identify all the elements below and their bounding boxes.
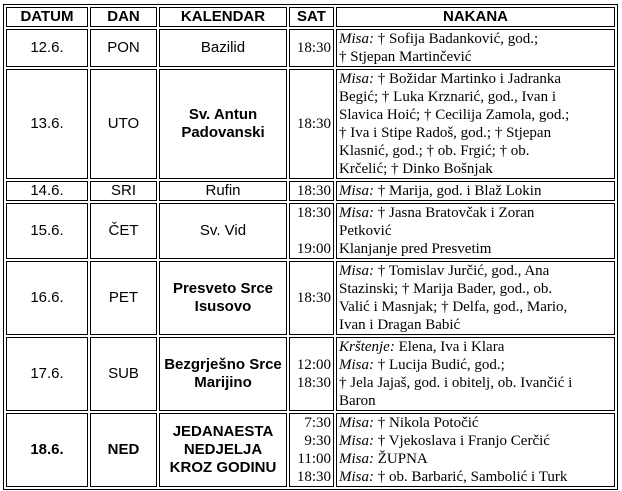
table-row: [6, 29, 615, 67]
intention-text: † Nikola Potočić: [374, 415, 479, 431]
intention-text: † Sofija Badanković, god.;: [374, 31, 539, 47]
intention-text: † Božidar Martinko i Jadranka: [374, 71, 562, 87]
intention-text: Elena, Iva i Klara: [394, 339, 505, 355]
intention-text: † Jasna Bratovčak i Zoran: [374, 205, 535, 221]
datum-cell: 13.6.: [6, 69, 88, 179]
dan-cell: PET: [90, 261, 157, 335]
datum-cell: 14.6.: [6, 181, 88, 201]
kalendar-cell: Bezgrješno Srce Marijino: [159, 337, 287, 411]
intention-label: Misa:: [339, 357, 374, 373]
sat-cell: [289, 337, 334, 411]
intention-text: Baron: [339, 393, 376, 409]
intention-text: † Tomislav Jurčić, god., Ana: [374, 263, 550, 279]
header-kalendar: KALENDAR: [159, 7, 287, 27]
header-datum: DATUM: [6, 7, 88, 27]
nakana-cell: [336, 69, 615, 179]
schedule-table: [3, 4, 618, 490]
intention-text: Stazinski; † Marija Bader, god., ob.: [339, 281, 553, 297]
kalendar-cell: Rufin: [159, 181, 287, 201]
datum-cell: 17.6.: [6, 337, 88, 411]
intention-label: Misa:: [339, 71, 374, 87]
intention-label: Misa:: [339, 263, 374, 279]
intention-text: Petković: [339, 223, 392, 239]
table-row: [6, 413, 615, 487]
sat-cell: [289, 203, 334, 259]
sat-cell: [289, 413, 334, 487]
kalendar-cell: Sv. Antun Padovanski: [159, 69, 287, 179]
header-sat: SAT: [289, 7, 334, 27]
time-value: 18:30: [296, 183, 331, 199]
intention-text: Klanjanje pred Presvetim: [339, 241, 492, 257]
table-row: [6, 69, 615, 179]
time-value: 18:30: [296, 375, 331, 391]
nakana-cell: [336, 203, 615, 259]
dan-cell: NED: [90, 413, 157, 487]
time-value: 9:30: [304, 433, 331, 449]
intention-text: † Vjekoslava i Franjo Cerčić: [374, 433, 550, 449]
nakana-cell: [336, 413, 615, 487]
dan-cell: SRI: [90, 181, 157, 201]
kalendar-cell: Presveto Srce Isusovo: [159, 261, 287, 335]
time-value: 11:00: [297, 451, 331, 467]
header-nakana: NAKANA: [336, 7, 615, 27]
nakana-cell: [336, 337, 615, 411]
intention-text: † Marija, god. i Blaž Lokin: [374, 183, 542, 199]
sat-cell: [289, 69, 334, 179]
intention-label: Misa:: [339, 205, 374, 221]
kalendar-cell: JEDANAESTA NEDJELJA KROZ GODINU: [159, 413, 287, 487]
time-value: 18:30: [296, 290, 331, 306]
time-value: 18:30: [296, 40, 331, 56]
datum-cell: 18.6.: [6, 413, 88, 487]
table-row: [6, 181, 615, 201]
dan-cell: ČET: [90, 203, 157, 259]
time-value: 19:00: [296, 241, 331, 257]
time-value: 12:00: [296, 357, 331, 373]
intention-text: ŽUPNA: [374, 451, 428, 467]
intention-label: Misa:: [339, 433, 374, 449]
time-value: 18:30: [296, 116, 331, 132]
table-row: [6, 203, 615, 259]
intention-text: † ob. Barbarić, Sambolić i Turk: [374, 469, 568, 485]
datum-cell: 12.6.: [6, 29, 88, 67]
intention-text: † Stjepan Martinčević: [339, 49, 472, 65]
intention-label: Misa:: [339, 31, 374, 47]
sat-cell: [289, 181, 334, 201]
dan-cell: SUB: [90, 337, 157, 411]
dan-cell: UTO: [90, 69, 157, 179]
intention-label: Misa:: [339, 469, 374, 485]
intention-text: Valić i Masnjak; † Delfa, god., Mario,: [339, 299, 568, 315]
intention-text: Klasnić, god.; † ob. Frgić; † ob.: [339, 143, 530, 159]
sat-cell: [289, 261, 334, 335]
intention-text: Krčelić; † Dinko Bošnjak: [339, 161, 493, 177]
intention-label: Misa:: [339, 415, 374, 431]
header-dan: DAN: [90, 7, 157, 27]
intention-label: Krštenje:: [339, 339, 395, 355]
dan-cell: PON: [90, 29, 157, 67]
header-row: [6, 7, 615, 27]
nakana-cell: [336, 29, 615, 67]
intention-text: Ivan i Dragan Babić: [339, 317, 461, 333]
intention-text: Begić; † Luka Krznarić, god., Ivan i: [339, 89, 557, 105]
time-value: 18:30: [296, 205, 331, 221]
time-value: 18:30: [296, 469, 331, 485]
time-value: 7:30: [304, 415, 331, 431]
intention-text: † Iva i Stipe Radoš, god.; † Stjepan: [339, 125, 552, 141]
intention-label: Misa:: [339, 451, 374, 467]
intention-label: Misa:: [339, 183, 374, 199]
datum-cell: 16.6.: [6, 261, 88, 335]
table-row: [6, 337, 615, 411]
table-row: [6, 261, 615, 335]
kalendar-cell: Sv. Vid: [159, 203, 287, 259]
nakana-cell: [336, 261, 615, 335]
intention-text: † Lucija Budić, god.;: [374, 357, 505, 373]
intention-text: † Jela Jajaš, god. i obitelj, ob. Ivančić i: [339, 375, 573, 391]
sat-cell: [289, 29, 334, 67]
kalendar-cell: Bazilid: [159, 29, 287, 67]
nakana-cell: [336, 181, 615, 201]
datum-cell: 15.6.: [6, 203, 88, 259]
intention-text: Slavica Hoić; † Cecilija Zamola, god.;: [339, 107, 570, 123]
